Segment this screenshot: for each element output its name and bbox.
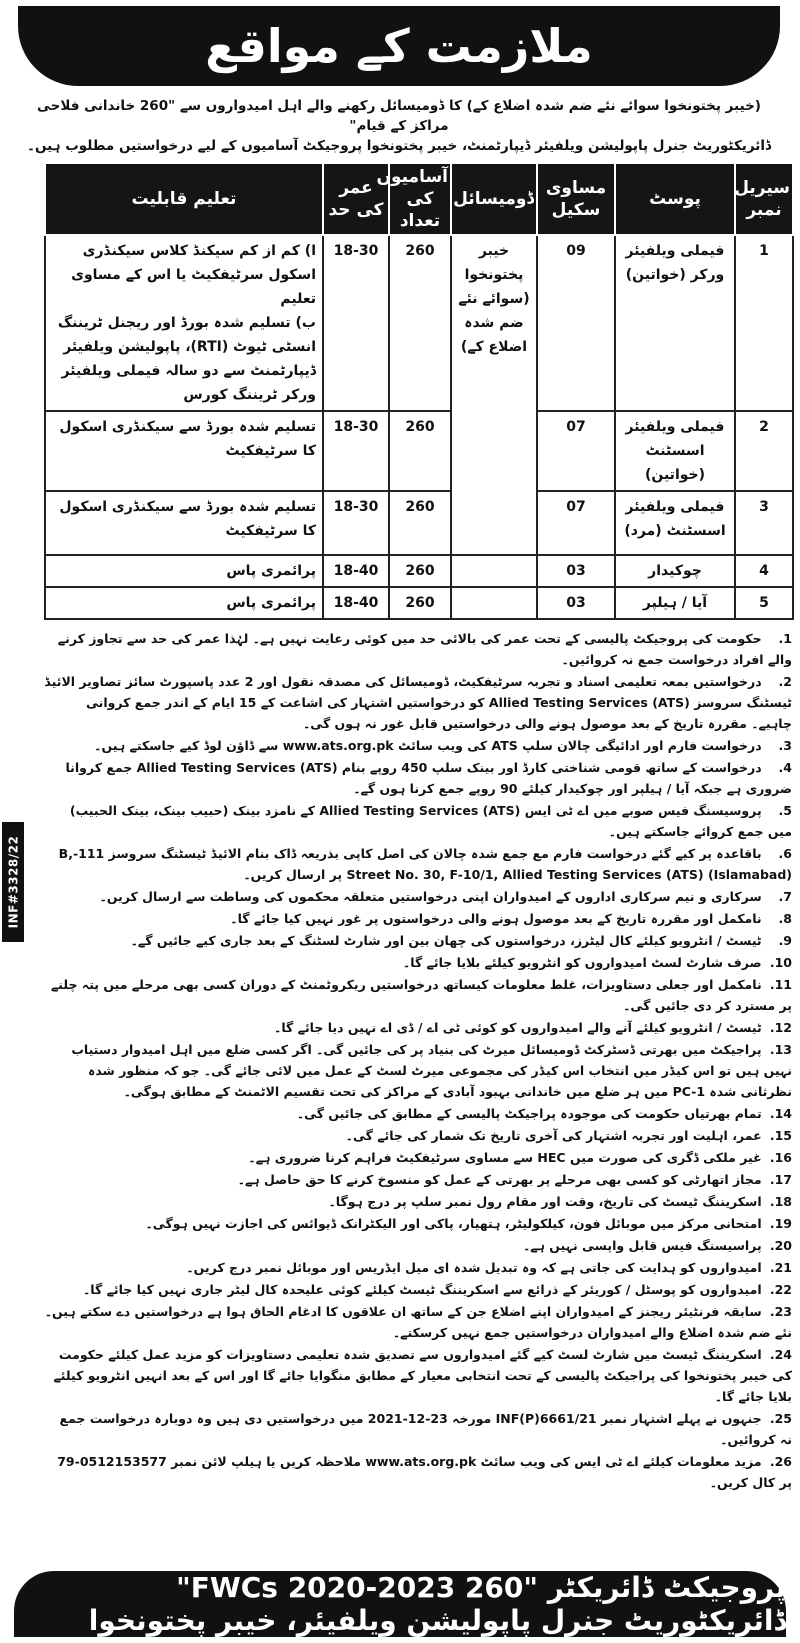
advertisement-reference-tag: INF#3328/22: [2, 822, 24, 942]
table-header-row: [45, 163, 793, 235]
cell-post: فیملی ویلفیئر اسسٹنٹ (مرد): [615, 491, 735, 555]
table-row: [45, 235, 793, 411]
instruction-item: 4. درخواست کے ساتھ قومی شناختی کارڈ اور بینک سلپ 450 روپے بنام Allied Testing Services (ATS) جمع کروانا ضروری ہے جبکہ آیا / ہیلپر اور چوکیدار کیلئے 90 روپے جمع کرنا ہوں گے۔: [65, 760, 792, 796]
cell-qualification: [45, 235, 323, 411]
instructions-list: [44, 628, 792, 1493]
cell-serial: 5: [735, 587, 793, 619]
instruction-item: 16. غیر ملکی ڈگری کی صورت میں HEC سے مساوی سرٹیفکیٹ فراہم کرنا ضروری ہے۔: [248, 1150, 792, 1165]
header-serial: سیریل نمبر: [735, 163, 793, 235]
instruction-item: 9. ٹیسٹ / انٹرویو کیلئے کال لیٹرز، درخواستوں کی چھان بین اور شارٹ لسٹنگ کے بعد جاری کیے جائیں گے۔: [130, 933, 792, 948]
cell-post: چوکیدار: [615, 555, 735, 587]
cell-count: 260: [389, 491, 451, 555]
qualification-line: ا) کم از کم سیکنڈ کلاس سیکنڈری اسکول سرٹیفکیٹ یا اس کے مساوی تعلیم: [71, 243, 316, 307]
cell-scale: 03: [537, 587, 615, 619]
cell-qualification: تسلیم شدہ بورڈ سے سیکنڈری اسکول کا سرٹیفکیٹ: [45, 411, 323, 491]
header-count: آسامیوں کی تعداد: [389, 163, 451, 235]
cell-scale: 07: [537, 491, 615, 555]
cell-serial: 4: [735, 555, 793, 587]
footer-banner: پروجیکٹ ڈائریکٹر "260 FWCs 2020-2023" ڈائریکٹوریٹ جنرل پاپولیشن ویلفیئر، خیبر پختونخوا: [14, 1571, 786, 1637]
instruction-item: 2. درخواستیں بمعہ تعلیمی اسناد و تجربہ سرٹیفکیٹ، ڈومیسائل کی مصدقہ نقول اور 2 عدد پاسپورٹ سائز تصاویر الائیڈ ٹیسٹنگ سروسز Allied Testing Services (ATS) کو درخواستیں اشتہار کی اشاعت کے 15 ایام کے اندر جمع کروانی چاہیے۔ مقررہ تاریخ کے بعد موصول ہونے والی درخواستیں قابل غور نہ ہوں گی۔: [44, 674, 792, 731]
instruction-item: 25. جنہوں نے پہلے اشتہار نمبر INF(P)6661/21 مورخہ 23-12-2021 میں درخواستیں دی ہیں وہ دوبارہ درخواست جمع نہ کروائیں۔: [59, 1411, 792, 1447]
instruction-item: 3. درخواست فارم اور ادائیگی چالان سلپ ATS کی ویب سائٹ www.ats.org.pk سے ڈاؤن لوڈ کیے جاسکتے ہیں۔: [94, 738, 792, 753]
cell-qualification: پرائمری پاس: [45, 555, 323, 587]
instruction-item: 23. سابقہ فرنٹیئر ریجنز کے امیدواران اپنے اضلاع جن کے ساتھ ان علاقوں کا ادغام الحاق ہوا ہے درخواستیں دے سکتے ہیں۔ نئے ضم شدہ اضلاع والے امیدواران درخواستیں جمع نہیں کرسکتے۔: [44, 1304, 792, 1340]
instruction-item: 21. امیدواروں کو ہدایت کی جاتی ہے کہ وہ تبدیل شدہ ای میل ایڈریس اور موبائل نمبر درج کریں۔: [186, 1260, 792, 1275]
table-row: [45, 491, 793, 555]
instruction-item: 8. نامکمل اور مقررہ تاریخ کے بعد موصول ہونے والی درخواستوں پر غور نہیں کیا جائے گا۔: [230, 911, 792, 926]
cell-scale: 03: [537, 555, 615, 587]
cell-serial: 2: [735, 411, 793, 491]
cell-post: فیملی ویلفیئر ورکر (خواتین): [615, 235, 735, 411]
cell-domicile-empty: [451, 587, 537, 619]
header-domicile: ڈومیسائل: [451, 163, 537, 235]
instruction-item: 14. تمام بھرتیاں حکومت کی موجودہ پراجیکٹ پالیسی کے مطابق کی جائیں گی۔: [296, 1106, 792, 1121]
instruction-item: 24. اسکریننگ ٹیسٹ میں شارٹ لسٹ کیے گئے امیدواروں سے تصدیق شدہ تعلیمی دستاویزات کو مزید عمل کیلئے حکومت کی خیبر پختونخوا کی پراجیکٹ پالیسی کے تحت انتخابی معیار کے مطابق منگوایا جائے گا اور اس کے بعد انہیں انٹرویو کیلئے بلایا جائے گا۔: [53, 1347, 792, 1404]
cell-serial: 3: [735, 491, 793, 555]
cell-domicile: خیبر پختونخوا (سوائے نئے ضم شدہ اضلاع کے): [451, 235, 537, 555]
cell-domicile-empty: [451, 555, 537, 587]
cell-scale: 07: [537, 411, 615, 491]
cell-count: 260: [389, 235, 451, 411]
instruction-item: 15. عمر، اہلیت اور تجربہ اشتہار کی آخری تاریخ تک شمار کی جائے گی۔: [345, 1128, 792, 1143]
cell-qualification: تسلیم شدہ بورڈ سے سیکنڈری اسکول کا سرٹیفکیٹ: [45, 491, 323, 555]
header-title: ملازمت کے مواقع: [18, 6, 780, 86]
cell-scale: 09: [537, 235, 615, 411]
qualification-line: ب) تسلیم شدہ بورڈ اور ریجنل ٹریننگ انسٹی ٹیوٹ (RTI)، پاپولیشن ویلفیئر ڈیپارٹمنٹ سے دو سالہ فیملی ویلفیئر ورکر ٹریننگ کورس: [57, 315, 316, 403]
table-row: [45, 555, 793, 587]
instruction-item: 12. ٹیسٹ / انٹرویو کیلئے آنے والے امیدواروں کو کوئی ٹی اے / ڈی اے نہیں دیا جائے گا۔: [274, 1020, 792, 1035]
instruction-item: 11. نامکمل اور جعلی دستاویزات، غلط معلومات کیساتھ درخواستیں ریکروٹمنٹ کے دوران کسی بھی مرحلے میں پتہ چلنے پر مسترد کر دی جائیں گی۔: [50, 977, 792, 1013]
intro-line-1: (خیبر پختونخوا سوائے نئے ضم شدہ اضلاع کے) کا ڈومیسائل رکھنے والے اہل امیدواروں سے "260 خاندانی فلاحی مراکز کے قیام": [37, 98, 761, 134]
header-qualification: تعلیم قابلیت: [45, 163, 323, 235]
posts-table: [44, 162, 794, 620]
instruction-item: 17. مجاز اتھارٹی کو کسی بھی مرحلے پر بھرتی کے عمل کو منسوخ کرنے کا حق حاصل ہے۔: [237, 1172, 792, 1187]
instruction-item: 5. پروسیسنگ فیس صوبے میں اے ٹی ایس Allied Testing Services (ATS) کے نامزد بینک (حبیب بینک، بینک الحبیب) میں جمع کروائے جاسکتے ہیں۔: [69, 803, 792, 839]
cell-age: 18-30: [323, 491, 389, 555]
header-scale: مساوی سکیل: [537, 163, 615, 235]
instruction-item: 13. پراجیکٹ میں بھرتی ڈسٹرکٹ ڈومیسائل میرٹ کی بنیاد پر کی جائیں گی۔ اگر کسی ضلع میں اہل امیدوار دستیاب نہیں ہیں تو اس کیڈر میں انتخاب اس کیڈر کی مجموعی میرٹ لسٹ کے عمل میں لائی جائے گی۔ جو کہ منظور شدہ نظرثانی شدہ PC-1 میں ہر ضلع میں خاندانی بہبود آبادی کے مراکز کی تحت تقسیم الاٹمنٹ کے مطابق ہوگی۔: [71, 1042, 792, 1099]
table-row: [45, 587, 793, 619]
cell-count: 260: [389, 587, 451, 619]
table-row: [45, 411, 793, 491]
instruction-item: 1. حکومت کی پروجیکٹ پالیسی کے تحت عمر کی بالائی حد میں کوئی رعایت نہیں ہے۔ لہٰذا عمر کی حد سے تجاوز کرنے والے افراد درخواست جمع نہ کروائیں۔: [57, 631, 792, 667]
cell-age: 18-40: [323, 555, 389, 587]
cell-age: 18-40: [323, 587, 389, 619]
header-age: عمر کی حد: [323, 163, 389, 235]
cell-count: 260: [389, 555, 451, 587]
instruction-item: 7. سرکاری و نیم سرکاری اداروں کے امیدواران اپنی درخواستیں متعلقہ محکموں کی وساطت سے ارسال کریں۔: [99, 889, 792, 904]
instruction-item: 22. امیدواروں کو پوسٹل / کوریئر کے ذرائع سے اسکریننگ ٹیسٹ کیلئے کوئی علیحدہ کال لیٹر جاری نہیں کیا جائے گا۔: [82, 1282, 792, 1297]
instruction-item: 18. اسکریننگ ٹیسٹ کی تاریخ، وقت اور مقام رول نمبر سلپ پر درج ہوگا۔: [328, 1194, 792, 1209]
cell-post: آیا / ہیلپر: [615, 587, 735, 619]
cell-count: 260: [389, 411, 451, 491]
cell-serial: 1: [735, 235, 793, 411]
header-post: پوسٹ: [615, 163, 735, 235]
cell-post: فیملی ویلفیئر اسسٹنٹ (خواتین): [615, 411, 735, 491]
instruction-item: 26. مزید معلومات کیلئے اے ٹی ایس کی ویب سائٹ www.ats.org.pk ملاحظہ کریں یا ہیلپ لائن نمبر 0512153577-79 پر کال کریں۔: [57, 1454, 792, 1490]
instruction-item: 20. پراسیسنگ فیس قابل واپسی نہیں ہے۔: [522, 1238, 792, 1253]
instruction-item: 19. امتحانی مرکز میں موبائل فون، کیلکولیٹر، ہتھیار، پاکی اور الیکٹرانک ڈیوائس کی اجازت نہیں ہوگی۔: [145, 1216, 792, 1231]
cell-qualification: پرائمری پاس: [45, 587, 323, 619]
intro-text: [14, 96, 784, 156]
instruction-item: 6. باقاعدہ پر کیے گئے درخواست فارم مع جمع شدہ چالان کی اصل کاپی بذریعہ ڈاک بنام الائیڈ ٹیسٹنگ سروسز 111-B, Street No. 30, F-10/1, Allied Testing Services (ATS) (Islamabad) پر ارسال کریں۔: [58, 846, 792, 882]
cell-age: 18-30: [323, 235, 389, 411]
cell-age: 18-30: [323, 411, 389, 491]
intro-line-2: ڈائریکٹوریٹ جنرل پاپولیشن ویلفیئر ڈیپارٹمنٹ، خیبر پختونخوا پروجیکٹ آسامیوں کے لیے درخواستیں مطلوب ہیں۔: [27, 138, 771, 154]
instruction-item: 10. صرف شارٹ لسٹ امیدواروں کو انٹرویو کیلئے بلایا جائے گا۔: [402, 955, 792, 970]
